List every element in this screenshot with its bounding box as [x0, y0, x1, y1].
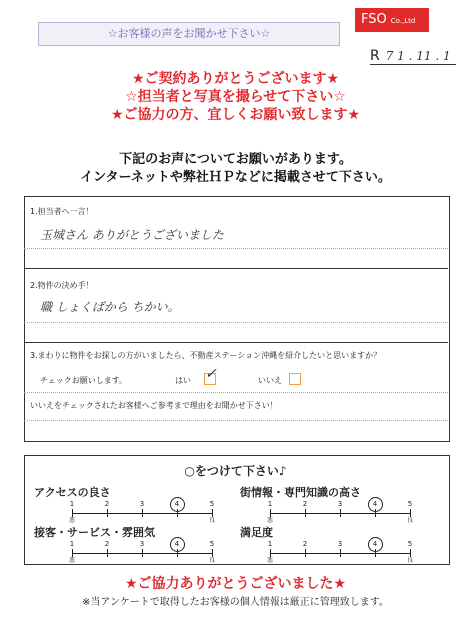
scale-number: 1 [267, 500, 273, 508]
scale-low-label: 悪 [69, 517, 76, 524]
selected-circle [368, 497, 383, 512]
scale-number: 5 [407, 500, 413, 508]
scale-number: 5 [209, 540, 215, 548]
scale-high-label: 良 [209, 557, 216, 564]
no-label: いいえ [258, 376, 282, 385]
q1-answer: 玉城さん ありがとうございました [40, 228, 224, 242]
headline-2: ☆担当者と写真を撮らせて下さい☆ [125, 89, 346, 105]
rating-satisfaction-label: 満足度 [240, 526, 273, 539]
headline-3: ★ご協力の方、宜しくお願い致します★ [110, 107, 361, 123]
scale-tick [107, 549, 108, 557]
check-prompt: チェックお願いします。 [40, 376, 128, 385]
no-checkbox[interactable] [289, 373, 301, 385]
q2-answer: 職 しょくばから ちかい。 [40, 300, 180, 314]
scale-number: 3 [139, 500, 145, 508]
scale-tick [340, 509, 341, 517]
reference-number: R 7 1 . 11 . 1 [370, 48, 456, 65]
scale-low-label: 悪 [267, 517, 274, 524]
divider [24, 322, 448, 323]
q1-label: 1.担当者へ一言！ [30, 207, 94, 216]
scale-tick [142, 509, 143, 517]
divider [24, 268, 448, 269]
check-mark: ✓ [205, 366, 217, 382]
scale-tick [340, 549, 341, 557]
divider [24, 392, 448, 393]
divider [24, 342, 448, 343]
reason-label: いいえをチェックされたお客様へご参考まで理由をお聞かせ下さい！ [30, 401, 278, 410]
rating-title: ○をつけて下さい♪ [184, 464, 287, 478]
yes-label: はい [175, 376, 191, 385]
scale-tick [305, 549, 306, 557]
scale-number: 1 [69, 500, 75, 508]
request-line-1: 下記のお声についてお願いがあります。 [119, 152, 352, 167]
divider [24, 420, 448, 421]
rating-satisfaction-scale[interactable] [267, 540, 414, 564]
scale-tick [305, 509, 306, 517]
rating-access-label: アクセスの良さ [34, 486, 111, 499]
scale-high-label: 良 [407, 517, 414, 524]
headline-1: ★ご契約ありがとうございます★ [131, 71, 340, 87]
scale-tick [107, 509, 108, 517]
scale-tick [142, 549, 143, 557]
selected-circle [170, 537, 185, 552]
scale-number: 3 [337, 500, 343, 508]
closing-message: ★ご協力ありがとうございました★ [124, 576, 347, 592]
rating-service-label: 接客・サービス・雰囲気 [34, 526, 155, 539]
rating-knowledge-label: 街情報・専門知識の高さ [240, 486, 361, 499]
scale-low-label: 悪 [69, 557, 76, 564]
scale-number: 4 [372, 500, 378, 508]
rating-knowledge-scale[interactable] [267, 500, 414, 524]
scale-number: 4 [174, 500, 180, 508]
scale-number: 5 [407, 540, 413, 548]
divider [24, 248, 448, 249]
scale-high-label: 良 [407, 557, 414, 564]
scale-number: 3 [139, 540, 145, 548]
scale-number: 1 [69, 540, 75, 548]
scale-high-label: 良 [209, 517, 216, 524]
selected-circle [170, 497, 185, 512]
request-line-2: インターネットや弊社ＨＰなどに掲載させて下さい。 [80, 170, 391, 185]
scale-number: 4 [372, 540, 378, 548]
scale-number: 5 [209, 500, 215, 508]
scale-number: 1 [267, 540, 273, 548]
company-logo: FSO Co.,Ltd [355, 8, 429, 32]
scale-low-label: 悪 [267, 557, 274, 564]
q3-label: 3.まわりに物件をお探しの方がいましたら、不動産ステーション沖縄を紹介したいと思いますか？ [30, 351, 382, 360]
privacy-note: ※当アンケートで取得したお客様の個人情報は厳正に管理致します。 [82, 597, 389, 608]
scale-number: 3 [337, 540, 343, 548]
scale-number: 2 [104, 500, 110, 508]
rating-access-scale[interactable] [69, 500, 216, 524]
selected-circle [368, 537, 383, 552]
scale-number: 2 [104, 540, 110, 548]
q2-label: 2.物件の決め手！ [30, 281, 94, 290]
rating-service-scale[interactable] [69, 540, 216, 564]
scale-number: 4 [174, 540, 180, 548]
survey-banner: ☆お客様の声をお聞かせ下さい☆ [38, 22, 340, 46]
scale-number: 2 [302, 500, 308, 508]
scale-number: 2 [302, 540, 308, 548]
